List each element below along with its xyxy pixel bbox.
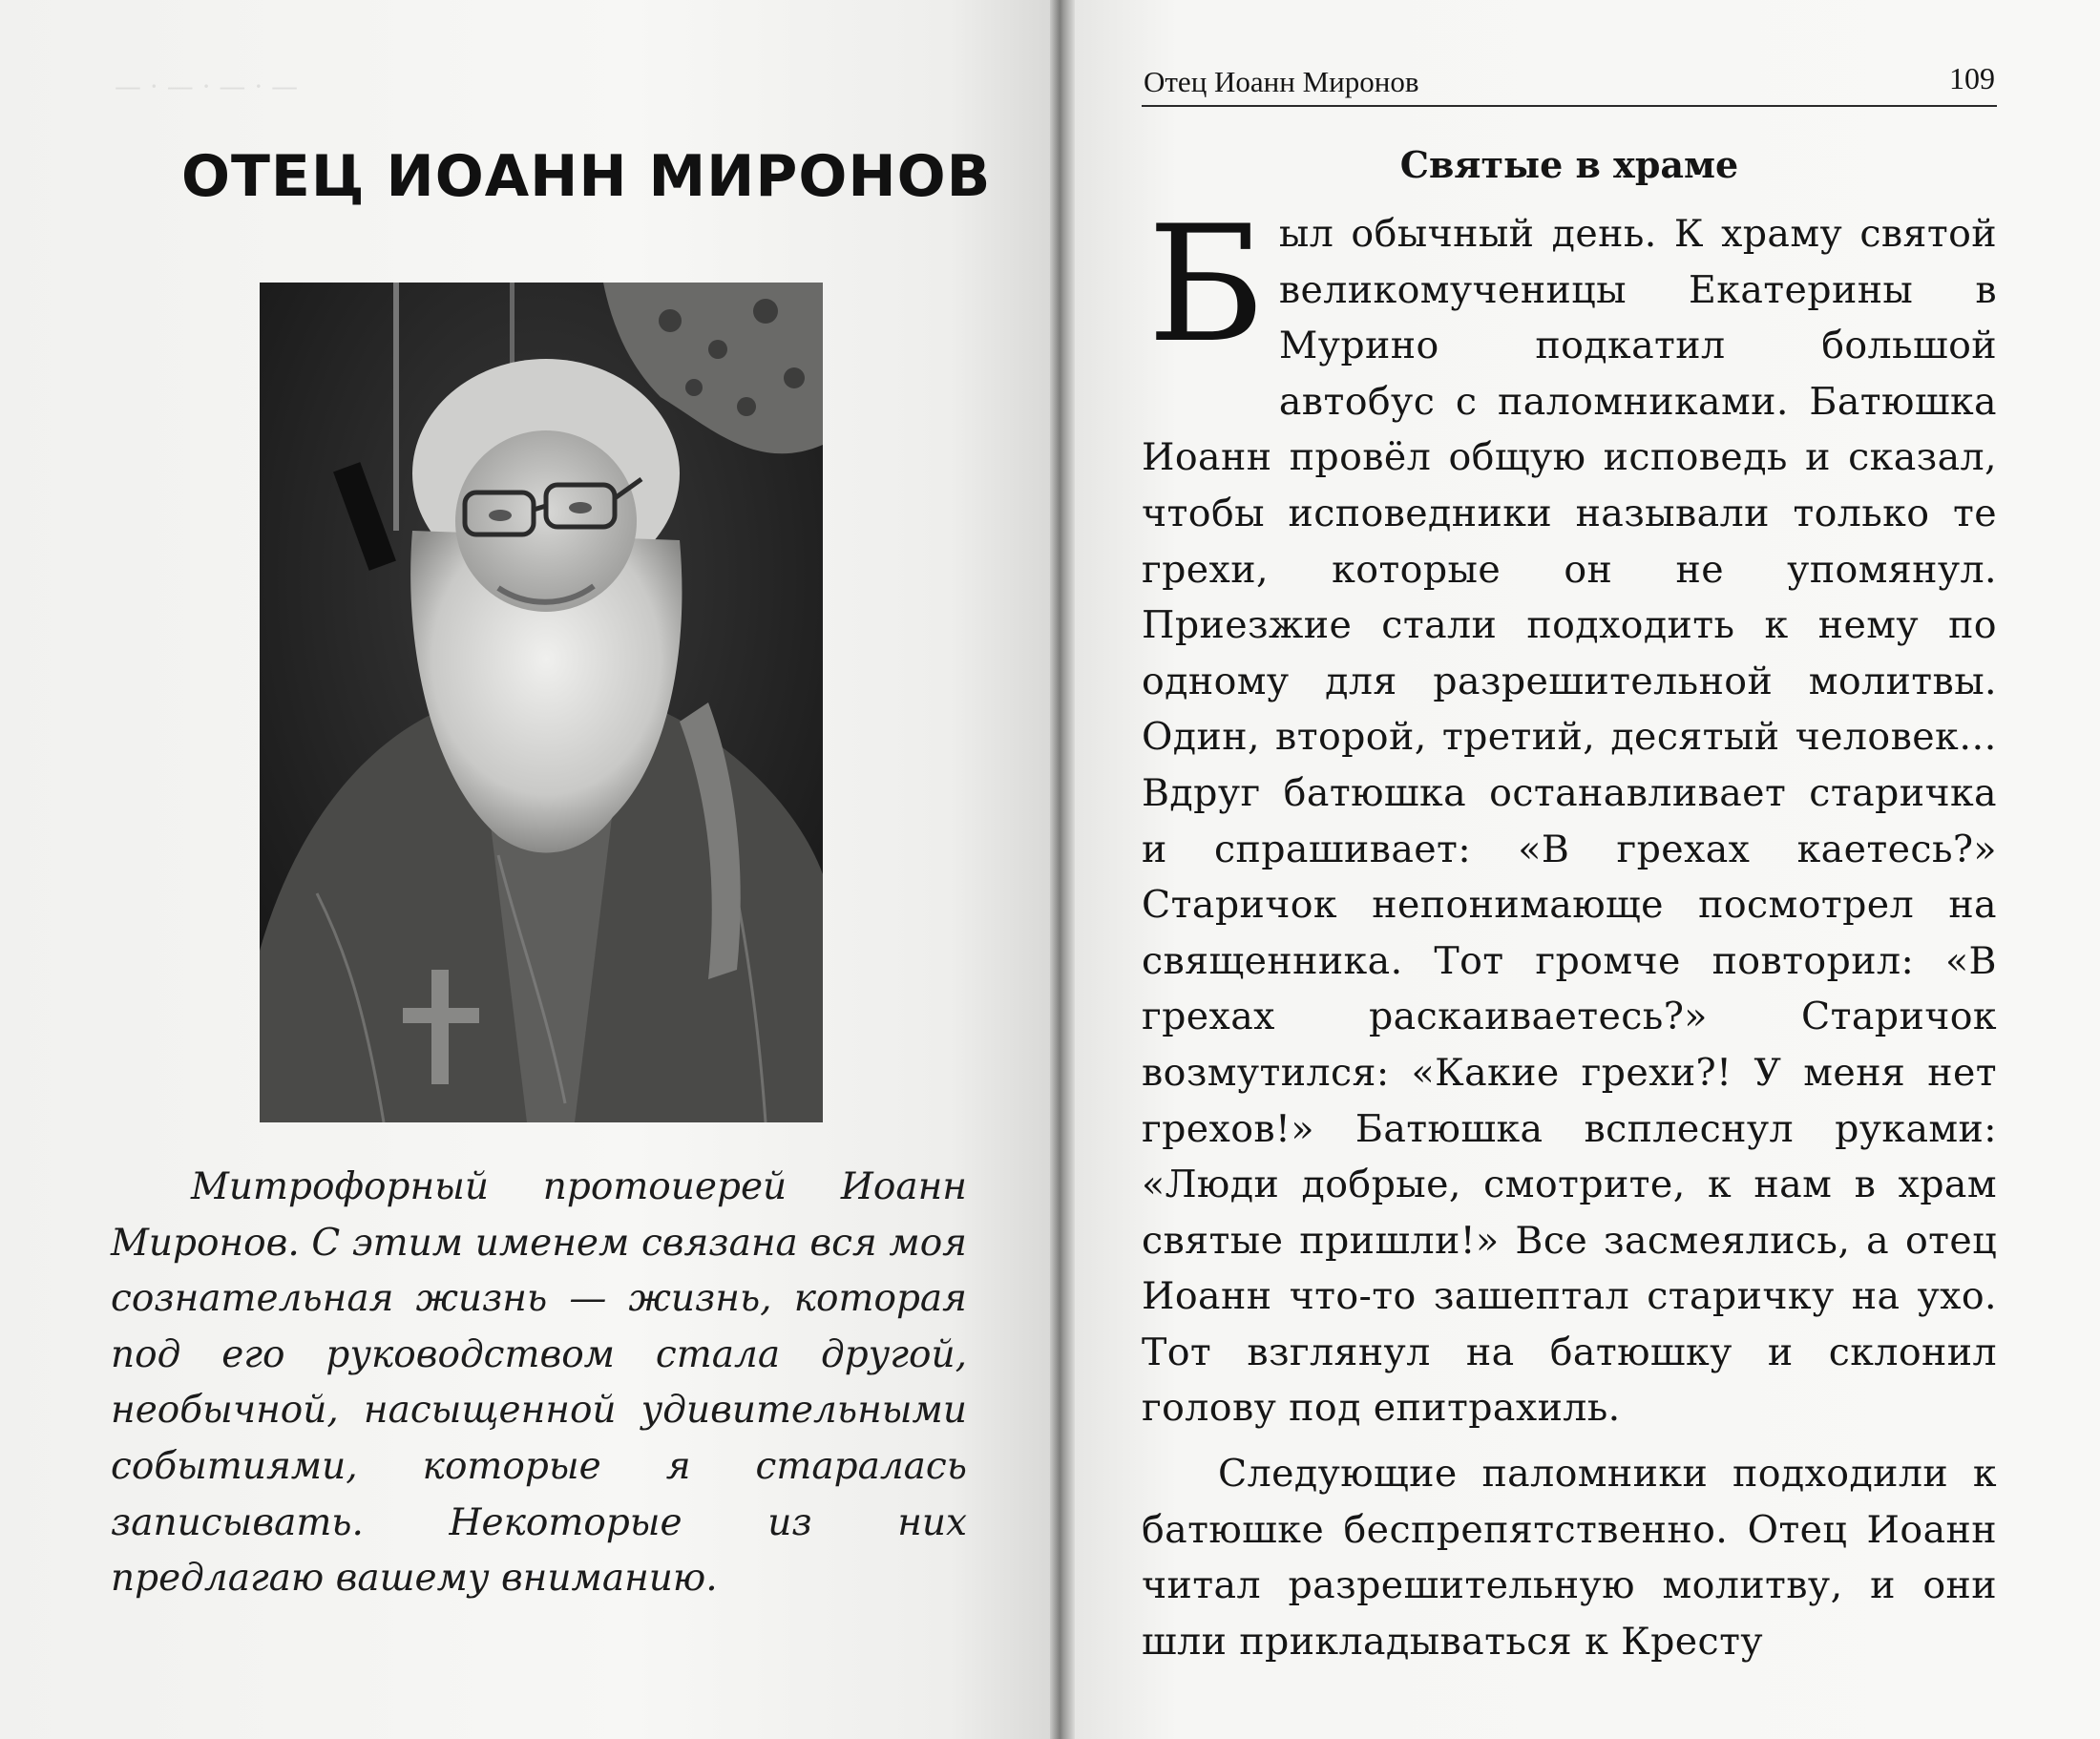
running-head-title: Отец Иоанн Миронов [1144, 65, 1419, 98]
chapter-title: ОТЕЦ ИОАНН МИРОНОВ [181, 143, 992, 210]
bleed-through-header: — · — · — · — [115, 71, 299, 102]
page-number: 109 [1949, 61, 1995, 95]
intro-paragraph [111, 1160, 967, 1607]
book-gutter [1050, 0, 1075, 1739]
paragraph-1 [1142, 191, 1997, 1436]
drop-cap: Б [1147, 191, 1266, 378]
story-body [1142, 191, 1997, 1669]
running-head [1142, 61, 1997, 107]
priest-photo [260, 283, 823, 1122]
paragraph-2: Следующие паломники подходили к батюшке беспрепятственно. Отец Иоанн читал разрешительную молитву, и они шли прикладываться к Кресту [1142, 1452, 1997, 1664]
intro-text: Митрофорный протоиерей Иоанн Миронов. С этим именем связана вся моя сознательная жизнь — жизнь, которая под его руководством стала другой, необычной, насыщенной удивительными событиями, которые я старалась записывать. Некоторые из них предлагаю вашему вниманию. [111, 1165, 967, 1601]
paragraph-1-text: ыл обычный день. К храму святой великомученицы Екатерины в Мурино подкатил большой автобус с паломниками. Батюшка Иоанн провёл общую исповедь и сказал, чтобы исповедники называли только те грехи, которые он не упомянул. Приезжие стали подходить к нему по одному для разрешительной молитвы. Один, второй, третий, десятый человек… Вдруг батюшка останавливает старичка и спрашивает: «В грехах каетесь?» Старичок непонимающе посмотрел на священника. Тот громче повторил: «В грехах раскаиваетесь?» Старичок возмутился: «Какие грехи?! У меня нет грехов!» Батюшка всплеснул руками: «Люди добрые, смотрите, к нам в храм святые пришли!» Все засмеялись, а отец Иоанн что-то зашептал старичку на ухо. Тот взглянул на батюшку и склонил голову под епитрахиль. [1142, 212, 1997, 1431]
section-title: Святые в храме [1399, 143, 1739, 186]
priest-portrait-image [260, 283, 823, 1122]
